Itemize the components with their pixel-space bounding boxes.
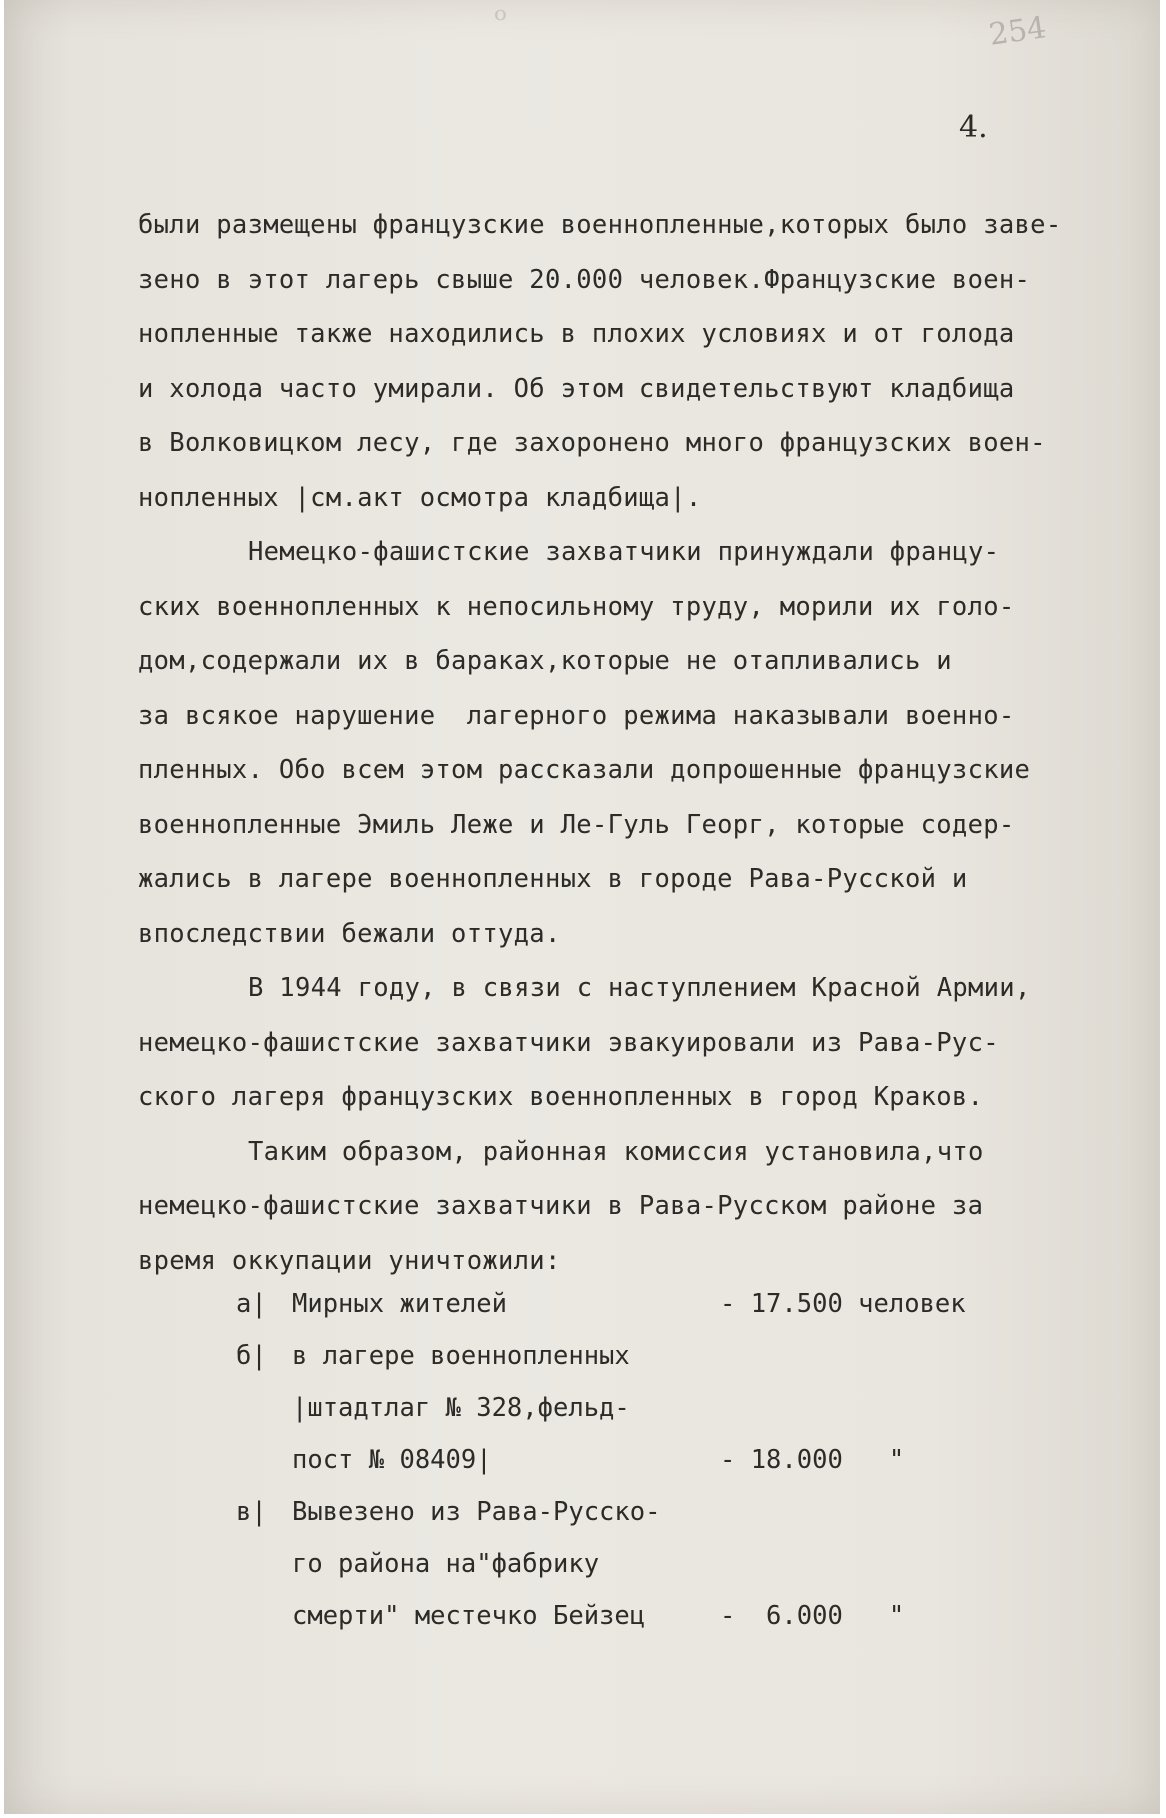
- text-line: пленных. Обо всем этом рассказали допрошенные французские: [138, 755, 1031, 785]
- text-line: нопленные также находились в плохих условиях и от голода: [138, 319, 1015, 349]
- paragraph-2: [138, 525, 1138, 961]
- archive-folio-number: 254: [986, 10, 1049, 53]
- table-row: [236, 1486, 1036, 1538]
- row-letter: а|: [236, 1289, 267, 1319]
- paragraph-1: [138, 198, 1138, 525]
- row-value: - 17.500 человек: [720, 1289, 966, 1319]
- casualty-table: [236, 1278, 1036, 1642]
- table-row: [236, 1590, 1036, 1642]
- text-line: Таким образом, районная комиссия установила,что: [248, 1136, 984, 1167]
- row-label: |штадтлаг № 328,фельд-: [292, 1393, 630, 1423]
- row-label: Вывезено из Рава-Русско-: [292, 1497, 661, 1527]
- text-line: были размещены французские военнопленные,которых было заве-: [138, 210, 1062, 240]
- text-line: Немецко-фашистские захватчики принуждали францу-: [248, 537, 1000, 567]
- table-row: [236, 1538, 1036, 1590]
- text-line: дом,содержали их в бараках,которые не отапливались и: [138, 646, 952, 676]
- text-line: военнопленные Эмиль Леже и Ле-Гуль Георг, которые содер-: [138, 809, 1015, 840]
- row-value: - 18.000 ": [720, 1445, 905, 1475]
- document-body: [138, 198, 1138, 1288]
- row-label: го района на"фабрику: [292, 1549, 600, 1579]
- text-line: ского лагеря французских военнопленных в город Краков.: [138, 1082, 984, 1112]
- row-letter: в|: [236, 1497, 267, 1527]
- row-value: - 6.000 ": [720, 1601, 905, 1631]
- text-line: и холода часто умирали. Об этом свидетельствуют кладбища: [138, 373, 1015, 404]
- text-line: жались в лагере военнопленных в городе Рава-Русской и: [138, 864, 968, 894]
- text-line: ских военнопленных к непосильному труду, морили их голо-: [138, 591, 1015, 622]
- text-line: в Волковицком лесу, где захоронено много французских воен-: [138, 428, 1046, 458]
- text-line: В 1944 году, в связи с наступлением Красной Армии,: [248, 973, 1031, 1003]
- table-row: [236, 1278, 1036, 1330]
- row-label: смерти" местечко Бейзец: [292, 1601, 646, 1631]
- text-line: немецко-фашистские захватчики эвакуировали из Рава-Рус-: [138, 1027, 999, 1058]
- row-letter: б|: [236, 1341, 267, 1371]
- text-line: впоследствии бежали оттуда.: [138, 918, 561, 949]
- row-label: пост № 08409|: [292, 1445, 492, 1475]
- text-line: время оккупации уничтожили:: [138, 1245, 561, 1276]
- page-number: 4.: [959, 110, 988, 145]
- row-label: Мирных жителей: [292, 1289, 507, 1319]
- ink-scribble: ᵒ: [494, 0, 508, 40]
- text-line: за всякое нарушение лагерного режима наказывали военно-: [138, 700, 1015, 731]
- text-line: зено в этот лагерь свыше 20.000 человек.Французские воен-: [138, 264, 1031, 295]
- table-row: [236, 1382, 1036, 1434]
- text-line: нопленных |см.акт осмотра кладбища|.: [138, 482, 702, 513]
- paragraph-4: [138, 1125, 1138, 1289]
- paragraph-3: [138, 961, 1138, 1125]
- table-row: [236, 1330, 1036, 1382]
- table-row: [236, 1434, 1036, 1486]
- row-label: в лагере военнопленных: [292, 1341, 630, 1371]
- text-line: немецко-фашистские захватчики в Рава-Русском районе за: [138, 1191, 984, 1221]
